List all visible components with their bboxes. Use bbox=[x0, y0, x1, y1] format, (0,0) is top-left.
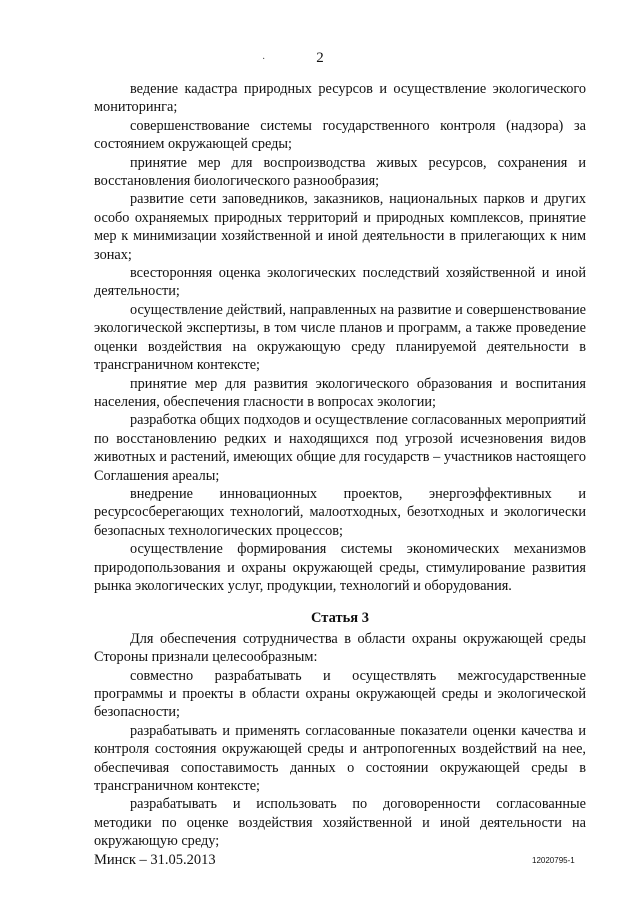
paragraph: совместно разрабатывать и осуществлять межгосударственные программы и проекты в области охраны окружающей среды и экологической безопасности; bbox=[94, 667, 586, 721]
paragraph: Для обеспечения сотрудничества в области охраны окружающей среды Стороны признали целесообразным: bbox=[94, 630, 586, 666]
paragraph: осуществление действий, направленных на развитие и совершенствование экологической экспертизы, в том числе планов и программ, а также проведение оценки воздействия на окружающую среду планируемой деятельности в трансграничном контексте; bbox=[94, 301, 586, 374]
paragraph: разрабатывать и применять согласованные показатели оценки качества и контроля состояния окружающей среды и антропогенных воздействий на нее, обеспечивая сопоставимость данных о состоянии окружающей среды в трансграничном контексте; bbox=[94, 722, 586, 795]
paragraph: принятие мер для развития экологического образования и воспитания населения, обеспечения гласности в вопросах экологии; bbox=[94, 375, 586, 410]
paragraph: разрабатывать и использовать по договоренности согласованные методики по оценке воздействия хозяйственной и иной деятельности на окружающую среду; bbox=[94, 796, 586, 850]
paragraph: развитие сети заповедников, заказников, национальных парков и других особо охраняемых природных территорий и природных комплексов, принятие мер к минимизации хозяйственной и иной деятельности в прилегающих к ним зонах; bbox=[94, 191, 586, 263]
page-number: 2 bbox=[316, 50, 324, 66]
paragraph: внедрение инновационных проектов, энергоэффективных и ресурсосберегающих технологий, малоотходных, безотходных и экологически безопасных технологических процессов; bbox=[94, 485, 586, 539]
paragraph: ведение кадастра природных ресурсов и осуществление экологического мониторинга; bbox=[94, 81, 586, 116]
paragraph: разработка общих подходов и осуществление согласованных мероприятий по восстановлению редких и находящихся под угрозой исчезновения видов животных и растений, имеющих общие для государств – участников настоящего Соглашения ареалы; bbox=[94, 412, 586, 484]
paragraph: принятие мер для воспроизводства живых ресурсов, сохранения и восстановления биологического разнообразия; bbox=[94, 154, 586, 190]
document-body bbox=[94, 80, 586, 851]
article-heading: Статья 3 bbox=[311, 610, 369, 627]
paragraph: всесторонняя оценка экологических последствий хозяйственной и иной деятельности; bbox=[94, 265, 586, 300]
footer-date: Минск – 31.05.2013 bbox=[94, 852, 216, 868]
scan-speck: · bbox=[262, 54, 266, 65]
paragraph: осуществление формирования системы экономических механизмов природопользования и охраны окружающей среды, стимулирование развития рынка экологических услуг, продукции, технологий и оборудования. bbox=[94, 541, 586, 594]
paragraph: совершенствование системы государственного контроля (надзора) за состоянием окружающей среды; bbox=[94, 117, 586, 153]
footer-doc-code: 12020795-1 bbox=[532, 856, 575, 865]
